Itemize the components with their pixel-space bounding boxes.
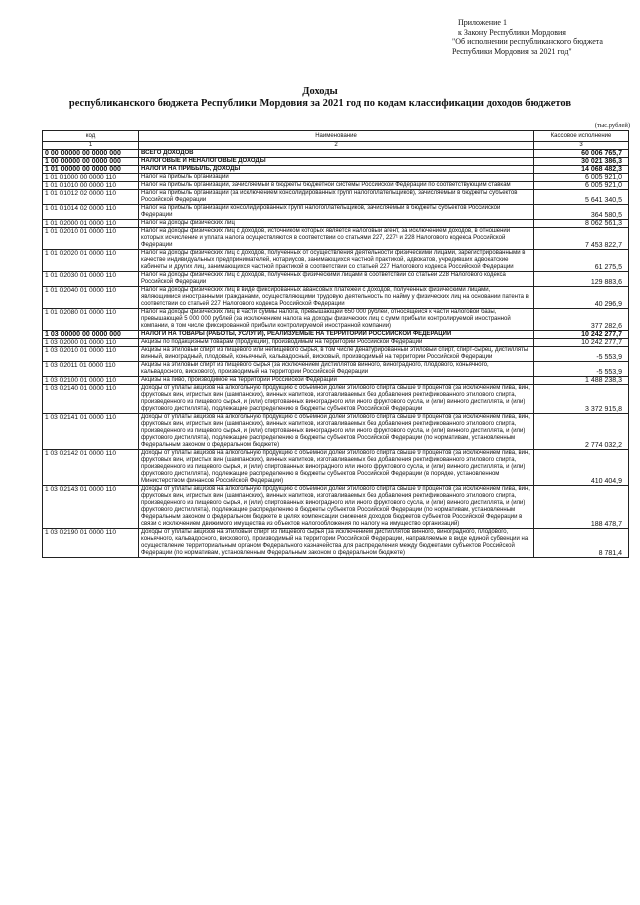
document-title [0, 86, 640, 110]
row-name: Налог на прибыль организаций, зачисляемый в бюджеты бюджетной системы Российской Федерации по соответствующим ставкам [139, 182, 534, 190]
appendix-note [452, 18, 632, 56]
row-amount: 377 282,6 [534, 309, 629, 331]
table-row [43, 220, 629, 228]
row-name: Акцизы по подакцизным товарам (продукции), производимым на территории Российской Федерации [139, 339, 534, 347]
title-line-1: Доходы [302, 86, 338, 97]
row-amount: 10 242 277,7 [534, 339, 629, 347]
row-name: Налог на доходы физических лиц с доходов, полученных от осуществления деятельности физическими лицами, зарегистрированными в качестве индивидуальных предпринимателей, нотариусов, занимающихся частной практикой, адвокатов, учредивших адвокатские кабинеты и других лиц, занимающихся частной практикой в соответствии со статьей 227 Налогового кодекса Российской Федерации [139, 250, 534, 272]
table-row [43, 331, 629, 339]
title-line-2: республиканского бюджета Республики Мордовия за 2021 год по кодам классификации доходов бюджетов [68, 98, 572, 109]
appendix-line-1: Приложение 1 [458, 18, 507, 27]
appendix-line-2: к Закону Республики Мордовия [458, 27, 566, 37]
table-row [43, 450, 629, 486]
table-row [43, 250, 629, 272]
table-row [43, 150, 629, 158]
row-code: 1 01 01012 02 0000 110 [43, 190, 139, 205]
row-code: 1 01 01000 00 0000 110 [43, 174, 139, 182]
column-number: 2 [139, 142, 534, 150]
row-name: Налог на доходы физических лиц [139, 220, 534, 228]
row-code: 1 01 01014 02 0000 110 [43, 205, 139, 220]
row-code: 1 01 00000 00 0000 000 [43, 166, 139, 174]
row-code: 1 01 02010 01 0000 110 [43, 228, 139, 250]
table-row [43, 486, 629, 529]
row-amount: -5 553,9 [534, 347, 629, 362]
table-row [43, 287, 629, 309]
row-name: Налог на доходы физических лиц с доходов, полученных физическими лицами в соответствии со статьей 228 Налогового кодекса Российской Федерации [139, 272, 534, 287]
row-name: Налог на доходы физических лиц в части суммы налога, превышающей 650 000 рублей, относящейся к части налоговой базы, превышающей 5 000 000 рублей (за исключением налога на доходы физических лиц с сумм прибыли контролируемой иностранной компании, в том числе фиксированной прибыли контролируемой иностранной компании) [139, 309, 534, 331]
row-code: 1 01 02080 01 0000 110 [43, 309, 139, 331]
row-code: 1 01 02040 01 0000 110 [43, 287, 139, 309]
row-amount: 14 068 482,3 [534, 166, 629, 174]
table-row [43, 228, 629, 250]
row-code: 0 00 00000 00 0000 000 [43, 150, 139, 158]
row-name: ВСЕГО ДОХОДОВ [139, 150, 534, 158]
row-amount: 2 774 032,2 [534, 414, 629, 450]
row-amount: 188 478,7 [534, 486, 629, 529]
row-amount: 40 296,9 [534, 287, 629, 309]
header-code: код [43, 131, 139, 142]
table-row [43, 166, 629, 174]
row-code: 1 03 00000 00 0000 000 [43, 331, 139, 339]
row-name: Налог на доходы физических лиц с доходов, источником которых является налоговый агент, за исключением доходов, в отношении которых исчисление и уплата налога осуществляются в соответствии со статьями 227, 227¹ и 228 Налогового кодекса Российской Федерации [139, 228, 534, 250]
row-amount: 30 021 386,3 [534, 158, 629, 166]
table-row [43, 205, 629, 220]
table-row [43, 339, 629, 347]
row-name: НАЛОГОВЫЕ И НЕНАЛОГОВЫЕ ДОХОДЫ [139, 158, 534, 166]
row-amount: 1 488 238,3 [534, 377, 629, 385]
row-amount: 364 580,5 [534, 205, 629, 220]
column-number: 1 [43, 142, 139, 150]
table-body [43, 150, 629, 558]
row-code: 1 01 02000 01 0000 110 [43, 220, 139, 228]
row-name: НАЛОГИ НА ПРИБЫЛЬ, ДОХОДЫ [139, 166, 534, 174]
row-amount: -5 553,9 [534, 362, 629, 377]
row-code: 1 03 02143 01 0000 110 [43, 486, 139, 529]
header-name: Наименование [139, 131, 534, 142]
table-row [43, 529, 629, 558]
row-name: Доходы от уплаты акцизов на алкогольную продукцию с объемной долей этилового спирта свыше 9 процентов (за исключением пива, вин, фруктовых вин, игристых вин (шампанских), винных напитков, изготавливаемых без добавления ректификованного этилового спирта, произведенного из пищевого сырья, и (или) спиртованных виноградного или иного фруктового сусла, и (или) винного дистиллята, и (или) фруктового дистиллята), подлежащие распределению в бюджеты субъектов Российской Федерации (по нормативам, установленным Федеральным законом о федеральном бюджете) [139, 414, 534, 450]
table-row [43, 182, 629, 190]
appendix-line-4: Республики Мордовия за 2021 год" [452, 46, 572, 56]
row-amount: 6 005 921,0 [534, 174, 629, 182]
row-code: 1 01 01010 00 0000 110 [43, 182, 139, 190]
row-code: 1 01 02020 01 0000 110 [43, 250, 139, 272]
row-name: Доходы от уплаты акцизов на алкогольную продукцию с объемной долей этилового спирта свыше 9 процентов (за исключением пива, вин, фруктовых вин, игристых вин (шампанских), винных напитков, изготавливаемых без добавления ректификованного этилового спирта, произведенного из пищевого сырья, и (или) спиртованных виноградного или иного фруктового сусла, и (или) винного дистиллята, и (или) фруктового дистиллята), подлежащие распределению в бюджеты субъектов Российской Федерации [139, 385, 534, 414]
table-row [43, 347, 629, 362]
row-code: 1 03 02010 01 0000 110 [43, 347, 139, 362]
row-name: Налог на прибыль организаций консолидированных групп налогоплательщиков, зачисляемый в бюджеты субъектов Российской Федерации [139, 205, 534, 220]
row-name: Акцизы на этиловый спирт из пищевого или непищевого сырья, в том числе денатурированный этиловый спирт, спирт-сырец, дистилляты винный, виноградный, плодовый, коньячный, кальвадосный, висковый, производимый на территории Российской Федерации [139, 347, 534, 362]
table-row [43, 272, 629, 287]
row-name: НАЛОГИ НА ТОВАРЫ (РАБОТЫ, УСЛУГИ), РЕАЛИЗУЕМЫЕ НА ТЕРРИТОРИИ РОССИЙСКОЙ ФЕДЕРАЦИИ [139, 331, 534, 339]
row-amount: 410 404,9 [534, 450, 629, 486]
row-name: Налог на прибыль организаций [139, 174, 534, 182]
table-row [43, 158, 629, 166]
column-number-row [43, 142, 629, 150]
row-amount: 61 275,5 [534, 250, 629, 272]
revenue-table [42, 130, 629, 558]
column-number: 3 [534, 142, 629, 150]
units-label: (тыс.рублей) [594, 122, 630, 129]
row-code: 1 03 02011 01 0000 110 [43, 362, 139, 377]
row-code: 1 00 00000 00 0000 000 [43, 158, 139, 166]
row-amount: 7 453 822,7 [534, 228, 629, 250]
row-name: Доходы от уплаты акцизов на этиловый спирт из пищевого сырья (за исключением дистиллятов винного, виноградного, плодового, коньячного, кальвадосного, вискового), производимый на территории Российской Федерации, направляемые в виде единой субвенции на осуществление территориальным органом Федерального казначейства для распределения между бюджетами субъектов Российской Федерации (по нормативам, установленным Федеральным законом о федеральном бюджете) [139, 529, 534, 558]
table-row [43, 190, 629, 205]
row-code: 1 03 02000 01 0000 110 [43, 339, 139, 347]
row-code: 1 03 02190 01 0000 110 [43, 529, 139, 558]
row-amount: 60 006 765,7 [534, 150, 629, 158]
row-name: Акцизы на этиловый спирт из пищевого сырья (за исключением дистиллятов винного, виноградного, плодового, коньячного, кальвадосного, вискового), производимый на территории Российской Федерации [139, 362, 534, 377]
appendix-line-3: "Об исполнении республиканского бюджета [452, 37, 603, 46]
row-amount: 3 372 915,8 [534, 385, 629, 414]
row-name: Налог на доходы физических лиц в виде фиксированных авансовых платежей с доходов, полученных физическими лицами, являющимися иностранными гражданами, осуществляющими трудовую деятельность по найму у физических лиц на основании патента в соответствии со статьей 227 Налогового кодекса Российской Федерации [139, 287, 534, 309]
table-row [43, 385, 629, 414]
row-amount: 5 641 340,5 [534, 190, 629, 205]
row-code: 1 03 02100 01 0000 110 [43, 377, 139, 385]
row-code: 1 03 02142 01 0000 110 [43, 450, 139, 486]
row-name: Доходы от уплаты акцизов на алкогольную продукцию с объемной долей этилового спирта свыше 9 процентов (за исключением пива, вин, фруктовых вин, игристых вин (шампанских), винных напитков, изготавливаемых без добавления ректификованного этилового спирта, произведенного из пищевого сырья, и (или) спиртованных виноградного или иного фруктового сусла, и (или) винного дистиллята, и (или) фруктового дистиллята), подлежащие распределению в бюджеты субъектов Российской Федерации (по нормативам, установленным Федеральным законом о федеральном бюджете в целях компенсации снижения доходов бюджетов субъектов Российской Федерации в связи с исключением движимого имущества из объектов налогообложения по налогу на имущество организаций) [139, 486, 534, 529]
table-row [43, 414, 629, 450]
table-header-row [43, 131, 629, 142]
table-row [43, 309, 629, 331]
row-amount: 8 781,4 [534, 529, 629, 558]
row-name: Налог на прибыль организаций (за исключением консолидированных групп налогоплательщиков), зачисляемый в бюджеты субъектов Российской Федерации [139, 190, 534, 205]
row-name: Акцизы на пиво, производимое на территории Российской Федерации [139, 377, 534, 385]
row-code: 1 03 02140 01 0000 110 [43, 385, 139, 414]
header-amount: Кассовое исполнение [534, 131, 629, 142]
row-amount: 8 062 561,3 [534, 220, 629, 228]
row-amount: 129 883,6 [534, 272, 629, 287]
row-amount: 10 242 277,7 [534, 331, 629, 339]
table-row [43, 377, 629, 385]
row-code: 1 01 02030 01 0000 110 [43, 272, 139, 287]
row-code: 1 03 02141 01 0000 110 [43, 414, 139, 450]
table-row [43, 362, 629, 377]
row-name: Доходы от уплаты акцизов на алкогольную продукцию с объемной долей этилового спирта свыше 9 процентов (за исключением пива, вин, фруктовых вин, игристых вин (шампанских), винных напитков, изготавливаемых без добавления ректификованного этилового спирта, произведенного из пищевого сырья, и (или) спиртованных виноградного или иного фруктового сусла, и (или) винного дистиллята, и (или) фруктового дистиллята), подлежащие распределению в бюджеты субъектов Российской Федерации (в порядке, установленном Министерством финансов Российской Федерации) [139, 450, 534, 486]
row-amount: 6 005 921,0 [534, 182, 629, 190]
table-row [43, 174, 629, 182]
